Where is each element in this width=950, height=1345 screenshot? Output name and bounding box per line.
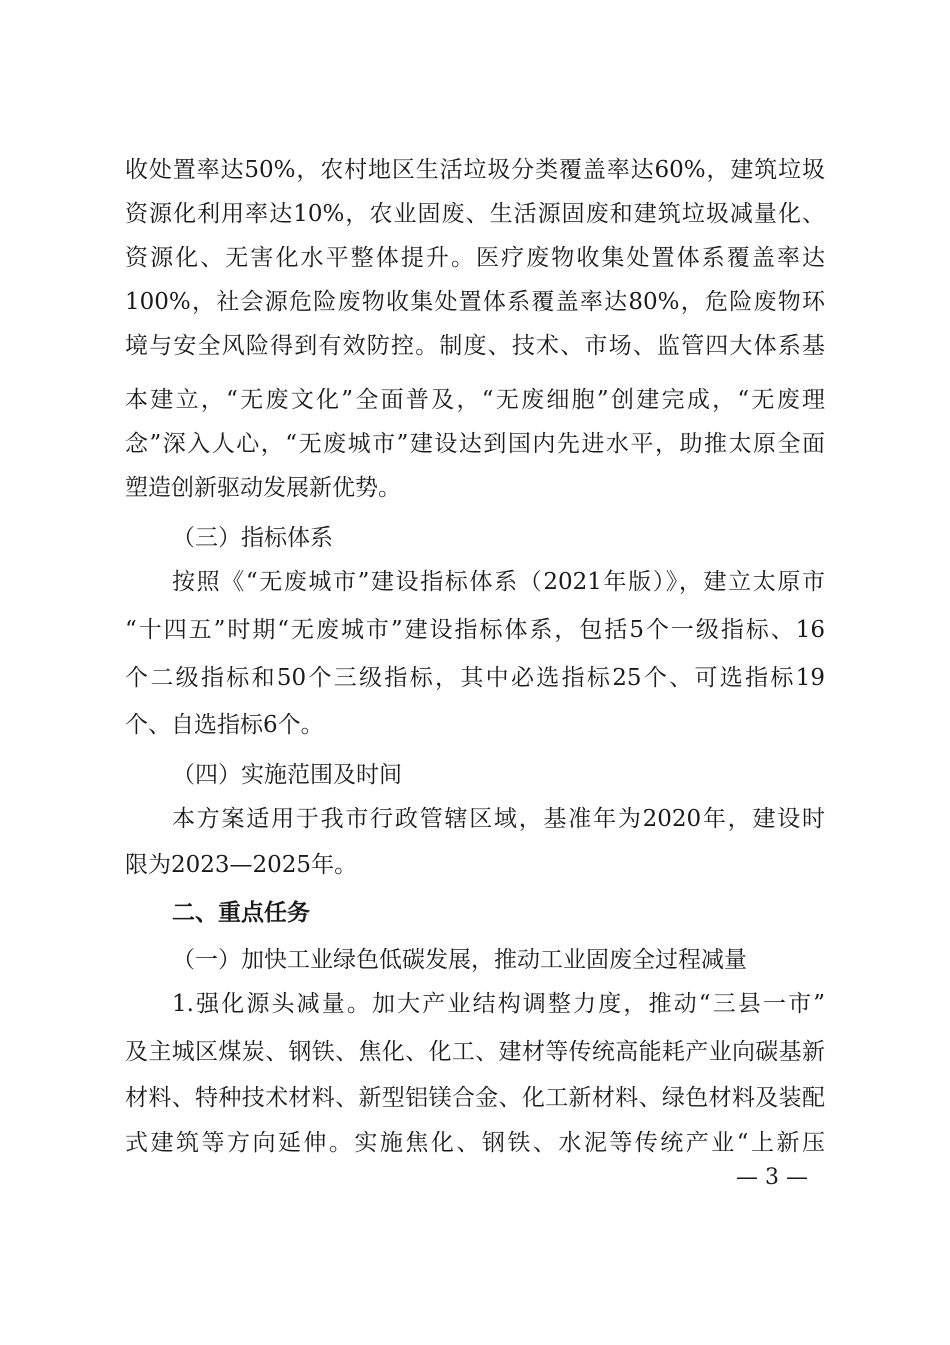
paragraph-line: 材料、特种技术材料、新型铝镁合金、化工新材料、绿色材料及装配 [125,1085,825,1111]
paragraph-line: 境与安全风险得到有效防控。制度、技术、市场、监管四大体系基 [125,333,825,359]
paragraph-line: 按照《“无废城市”建设指标体系（2021年版）》，建立太原市 [172,569,825,595]
paragraph-line: 资源化、无害化水平整体提升。医疗废物收集处置体系覆盖率达 [125,245,825,271]
paragraph-line: 收处置率达50%，农村地区生活垃圾分类覆盖率达60%，建筑垃圾 [125,157,825,183]
paragraph-line: “十四五”时期“无废城市”建设指标体系，包括5个一级指标、16 [125,617,825,643]
subsection-heading-industrial: （一）加快工业绿色低碳发展，推动工业固废全过程减量 [172,947,747,973]
paragraph-line: 式建筑等方向延伸。实施焦化、钢铁、水泥等传统产业“上新压 [125,1130,825,1156]
paragraph-line: 本建立，“无废文化”全面普及，“无废细胞”创建完成，“无废理 [125,387,825,413]
paragraph-line: 资源化利用率达10%，农业固废、生活源固废和建筑垃圾减量化、 [125,201,825,227]
paragraph-line: 及主城区煤炭、钢铁、焦化、化工、建材等传统高能耗产业向碳基新 [125,1039,825,1065]
paragraph-line: 100%，社会源危险废物收集处置体系覆盖率达80%，危险废物环 [125,289,825,315]
page-number: — 3 — [736,1165,808,1190]
section-heading-key-tasks: 二、重点任务 [172,900,310,926]
paragraph-line: 个、自选指标6个。 [125,712,324,738]
paragraph-line: 1.强化源头减量。加大产业结构调整力度，推动“三县一市” [172,991,825,1017]
section-heading-indicators: （三）指标体系 [172,525,333,551]
paragraph-line: 限为2023—2025年。 [125,852,358,878]
paragraph-line: 个二级指标和50个三级指标，其中必选指标25个、可选指标19 [125,665,825,691]
paragraph-line: 本方案适用于我市行政管辖区域，基准年为2020年，建设时 [172,806,825,832]
paragraph-line: 塑造创新驱动发展新优势。 [125,475,401,501]
section-heading-scope-time: （四）实施范围及时间 [172,762,402,788]
paragraph-line: 念”深入人心，“无废城市”建设达到国内先进水平，助推太原全面 [125,431,825,457]
